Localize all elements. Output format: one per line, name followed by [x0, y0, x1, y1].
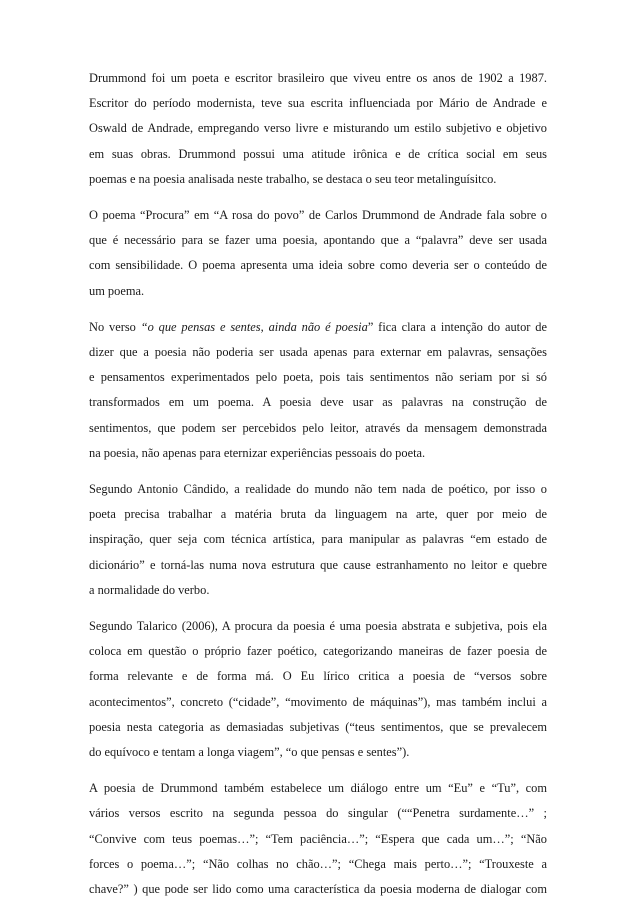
- paragraph-antonio-candido: [89, 477, 547, 603]
- text-line: inspiração, quer seja com técnica artística, para manipular as palavras “em estado de: [89, 532, 547, 547]
- text-line: vários versos escrito na segunda pessoa do singular (““Penetra surdamente…” ;: [89, 806, 547, 821]
- text-line: [89, 315, 547, 340]
- text-line: “Convive com teus poemas…”; “Tem paciência…”; “Espera que cada um…”; “Não: [89, 831, 547, 846]
- text-line: poemas e na poesia analisada neste trabalho, se destaca o seu teor metalinguísitco.: [89, 171, 497, 186]
- text-line: com sensibilidade. O poema apresenta uma ideia sobre como deveria ser o conteúdo de: [89, 258, 547, 273]
- text-line: O poema “Procura” em “A rosa do povo” de Carlos Drummond de Andrade fala sobre o: [89, 208, 547, 223]
- text-line-prefix: No verso: [89, 319, 141, 334]
- text-line: Oswald de Andrade, empregando verso livre e misturando um estilo subjetivo e objetivo: [89, 121, 547, 136]
- text-line: do equívoco e tentam a longa viagem”, “o que pensas e sentes”).: [89, 745, 410, 760]
- text-line: a normalidade do verbo.: [89, 582, 210, 597]
- text-line-suffix: ” fica clara a intenção do autor de: [367, 319, 547, 334]
- text-line: e pensamentos experimentados pelo poeta, pois tais sentimentos não seriam por si só: [89, 370, 547, 385]
- text-line: poeta precisa trabalhar a matéria bruta da linguagem na arte, quer por meio de: [89, 507, 547, 522]
- paragraph-drummond-bio: [89, 66, 547, 192]
- text-line: Segundo Talarico (2006), A procura da poesia é uma poesia abstrata e subjetiva, pois ela: [89, 619, 547, 634]
- text-line: dizer que a poesia não poderia ser usada apenas para externar em palavras, sensações: [89, 345, 547, 360]
- text-line: Escritor do período modernista, teve sua escrita influenciada por Mário de Andrade e: [89, 96, 547, 111]
- paragraph-poema-procura: [89, 203, 547, 304]
- text-line: sentimentos, que podem ser percebidos pelo leitor, através da mensagem demonstrada: [89, 420, 547, 435]
- text-line: forma relevante e de forma má. O Eu lírico critica a poesia de “versos sobre: [89, 669, 547, 684]
- paragraph-talarico: [89, 614, 547, 765]
- document-body: [89, 66, 547, 913]
- paragraph-no-verso: [89, 315, 547, 466]
- text-line: dicionário” e torná-las numa nova estrutura que cause estranhamento no leitor e quebre: [89, 557, 547, 572]
- text-line: na poesia, não apenas para eternizar experiências pessoais do poeta.: [89, 445, 426, 460]
- text-line: coloca em questão o próprio fazer poético, categorizando maneiras de fazer poesia de: [89, 644, 547, 659]
- text-line: forces o poema…”; “Não colhas no chão…”; “Chega mais perto…”; “Trouxeste a: [89, 856, 547, 871]
- verse-quote: “o que pensas e sentes, ainda não é poesia: [140, 319, 368, 334]
- text-line: em suas obras. Drummond possui uma atitude irônica e de crítica social em seus: [89, 146, 547, 161]
- text-line: transformados em um poema. A poesia deve usar as palavras na construção de: [89, 395, 547, 410]
- text-line: que é necessário para se fazer uma poesia, apontando que a “palavra” deve ser usada: [89, 233, 547, 248]
- text-line: Segundo Antonio Cândido, a realidade do mundo não tem nada de poético, por isso o: [89, 482, 547, 497]
- paragraph-dialogo-eu-tu: [89, 776, 547, 902]
- text-line: A poesia de Drummond também estabelece um diálogo entre um “Eu” e “Tu”, com: [89, 781, 547, 796]
- text-line: acontecimentos”, concreto (“cidade”, “movimento de máquinas”), mas também inclui a: [89, 694, 547, 709]
- text-line: um poema.: [89, 283, 145, 298]
- text-line: Drummond foi um poeta e escritor brasileiro que viveu entre os anos de 1902 a 1987.: [89, 71, 547, 85]
- text-line: chave?” ) que pode ser lido como uma característica da poesia moderna de dialogar com: [89, 882, 547, 897]
- text-line: poesia nesta categoria as demasiadas subjetivas (“teus sentimentos, que se prevalecem: [89, 719, 547, 734]
